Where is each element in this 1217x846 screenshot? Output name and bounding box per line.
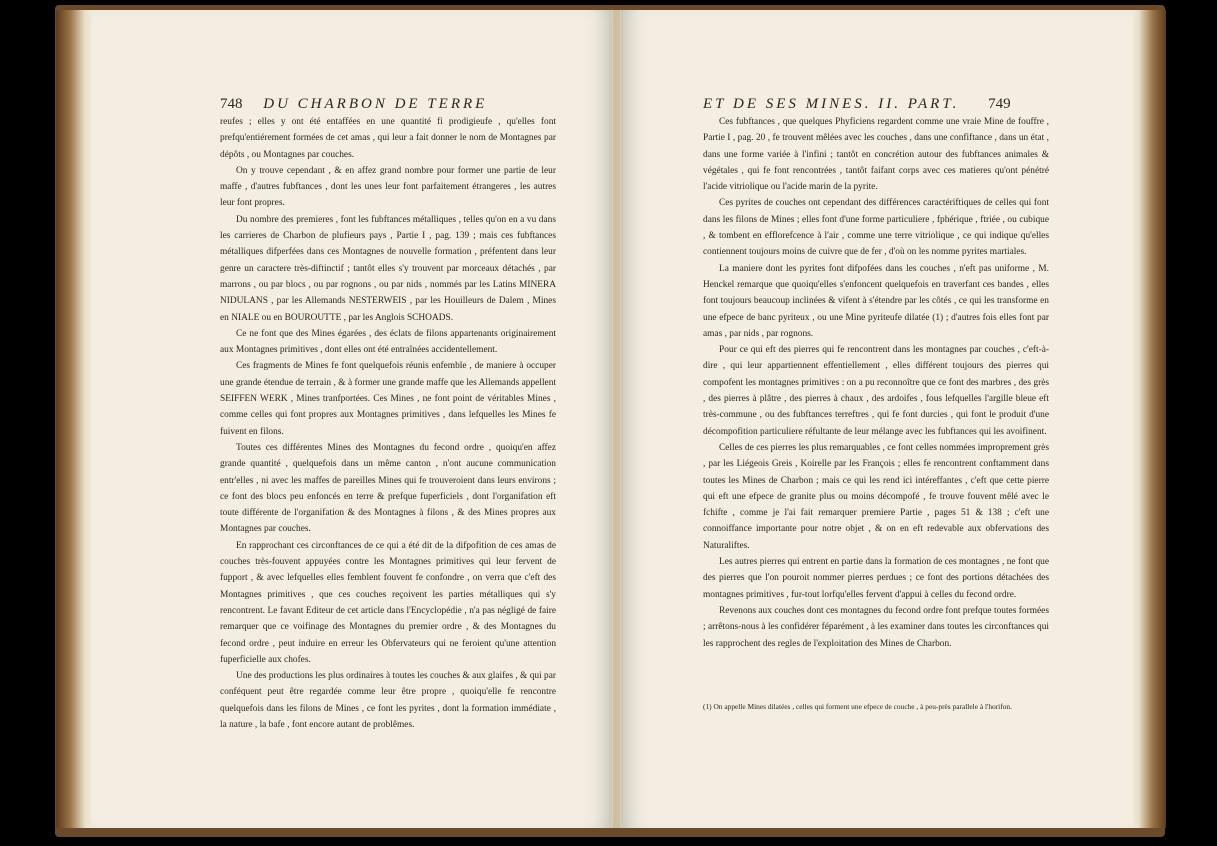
- left-page-edge: [56, 10, 92, 828]
- right-page-edge: [1132, 10, 1166, 828]
- book-gutter: [612, 10, 620, 828]
- left-head-title: DU CHARBON DE TERRE: [263, 96, 488, 112]
- paragraph: Ce ne font que des Mines égarées , des éclats de filons appartenants originairement aux Montagnes primitives , dont elles ont été entraînées accidentellement.: [220, 328, 556, 356]
- paragraph: En rapprochant ces circonftances de ce qui a été dit de la difpofition de ces amas de couches très-fouvent appuyées contre les Montagnes primitives qui leur fervent de fupport , & avec lefquelles elles femblent fouvent fe confondre , on verra que c'eft des Montagnes primitives , que ces couches reçoivent les parties métalliques qui s'y rencontrent. Le favant Editeur de cet article dans l'Encyclopédie , n'a pas négligé de faire remarquer que ce voifinage des Montagnes du premier ordre , & des Montagnes du fecond ordre , peut induire en erreur les Obfervateurs qui ne feroient qu'une attention fuperficielle aux chofes.: [220, 540, 556, 665]
- paragraph: Celles de ces pierres les plus remarquables , ce font celles nommées improprement grès , par les Liégeois Greis , Koirelle par les François ; elles fe rencontrent conftamment dans toutes les Mines de Charbon ; mais ce qui les rend ici intéreffantes , c'eft que cette pierre qui eft une efpece de granite plus ou moins décompofé , fe trouve fouvent mêlé avec le fchifte , comme je l'ai fait remarquer premiere Partie , pages 51 & 138 ; c'eft une connoiffance importante pour notre objet , & on en eft redevable aux obfervations des Naturaliftes.: [703, 442, 1049, 551]
- paragraph: Ces pyrites de couches ont cependant des différences caractériftiques de celles qui font dans les filons de Mines ; elles font d'une forme particuliere , fphérique , ftriée , ou cubique , & tombent en efflorefcence à l'air , comme une terre vitriolique , ce qui indique qu'elles contiennent toujours moins de cuivre que de fer , d'où on les nomme pyrites martiales.: [703, 198, 1049, 258]
- paragraph: reufes ; elles y ont été entaffées en une quantité fi prodigieufe , qu'elles font prefqu'entiérement formées de cet amas , qui leur a fait donner le nom de Montagnes par dépôts , ou Montagnes par couches.: [220, 117, 556, 160]
- footnote: (1) On appelle Mines dilatées , celles qui forment une efpece de couche , à peu-près parallele à l'horifon.: [703, 702, 1012, 711]
- left-page-number: 748: [220, 96, 243, 112]
- paragraph: Les autres pierres qui entrent en partie dans la formation de ces montagnes , ne font que des pierres que l'on pouroit nommer pierres perdues ; ce font des portions détachées des montagnes primitives , fur-tout lorfqu'elles fervent d'appui à celles du fecond ordre.: [703, 557, 1049, 600]
- paragraph: Une des productions les plus ordinaires à toutes les couches & aux glaifes , & qui par conféquent peut être regardée comme leur être propre , quoiqu'elle fe rencontre quelquefois dans les filons de Mines , ce font les pyrites , dont la formation immédiate , la nature , la bafe , font encore autant de problêmes.: [220, 671, 556, 730]
- paragraph: On y trouve cependant , & en affez grand nombre pour former une partie de leur maffe , d'autres fubftances , dont les unes leur font parfaitement étrangeres , les autres leur font propres.: [220, 165, 556, 209]
- right-running-head: [703, 96, 1011, 113]
- paragraph: Toutes ces différentes Mines des Montagnes du fecond ordre , quoiqu'en affez grande quantité , quelquefois dans un même canton , n'ont aucune communication entr'elles , ni avec les maffes de pareilles Mines qui fe trouveroient dans leurs environs ; ce font des blocs peu enfoncés en terre & prefque fuperficiels , dont l'organifation eft toute différente de l'organifation & des Montagnes à filons , & des Mines propres aux Montagnes par couches.: [220, 442, 556, 535]
- right-head-title: ET DE SES MINES. II. PART.: [703, 96, 960, 112]
- right-page: [620, 10, 1133, 828]
- paragraph: Revenons aux couches dont ces montagnes du fecond ordre font prefque toutes formées ; arrêtons-nous à les confidérer féparément , à les examiner dans toutes les circonftances qui les rapprochent des regles de l'exploitation des Mines de Charbon.: [703, 605, 1049, 649]
- paragraph: Du nombre des premieres , font les fubftances métalliques , telles qu'on en a vu dans les carrieres de Charbon de plufieurs pays , Partie I , pag. 139 ; mais ces fubftances métalliques difperfées dans ces Montagnes de nouvelle formation , préfentent dans leur genre un caractere très-diftinctif ; tantôt elles s'y trouvent par morceaux détachés , par marrons , ou par blocs , ou par rognons , ou par nids , nommés par les Latins MINERA NIDULANS , par les Allemands NESTERWEIS , par les Houilleurs de Dalem , Mines en NIALE ou en BOUROUTTE , par les Anglois SCHOADS.: [220, 214, 556, 323]
- paragraph: Ces fubftances , que quelques Phyficiens regardent comme une vraie Mine de fouffre , Partie I , pag. 20 , fe trouvent mêlées avec les couches , dans une confiftance , dans un état , dans une forme variée à l'infini ; tantôt en concrétion autour des fubftances animales & végétales , qui fe font rencontrées , tantôt faifant corps avec ces matieres qu'ont pénétré l'acide vitriolique ou l'acide marin de la pyrite.: [703, 117, 1049, 193]
- paragraph: Pour ce qui eft des pierres qui fe rencontrent dans les montagnes par couches , c'eft-à-dire , qui leur appartiennent effentiellement , elles différent toujours des pierres qui compofent les montagnes primitives : on a pu reconnoître que ce font des marbres , des grès , des pierres à plâtre , des pierres à chaux , des ardoifes , fous lefquelles l'argille bleue eft très-commune , ou des fubftances terreftres , qui fe font durcies , qui font le produit d'une décompofition particuliere réfultante de leur mélange avec les fubftances qui les avoifinent.: [703, 345, 1049, 437]
- left-page: [92, 10, 613, 828]
- paragraph: La maniere dont les pyrites font difpofées dans les couches , n'eft pas uniforme , M. Henckel remarque que quoiqu'elles s'enfoncent quelquefois en traverfant ces bandes , elles font toujours beaucoup inclinées & vifent à s'étendre par les côtés , ce qui les transforme en une efpece de banc pyriteux , ou une Mine pyriteufe dilatée (1) ; d'autres fois elles font par amas , par nids , par rognons.: [703, 263, 1049, 339]
- paragraph: Ces fragments de Mines fe font quelquefois réunis enfemble , de maniere à occuper une grande étendue de terrain , & à former une grande maffe que les Allemands appellent SEIFFEN WERK , Mines tranfportées. Ces Mines , ne font point de véritables Mines , comme celles qui font propres aux Montagnes primitives , dans lefquelles les Mines fe fuivent en filons.: [220, 361, 556, 437]
- left-body-text: [220, 114, 556, 733]
- right-page-number: 749: [988, 96, 1011, 112]
- right-body-text: [703, 114, 1049, 652]
- left-running-head: [220, 96, 487, 113]
